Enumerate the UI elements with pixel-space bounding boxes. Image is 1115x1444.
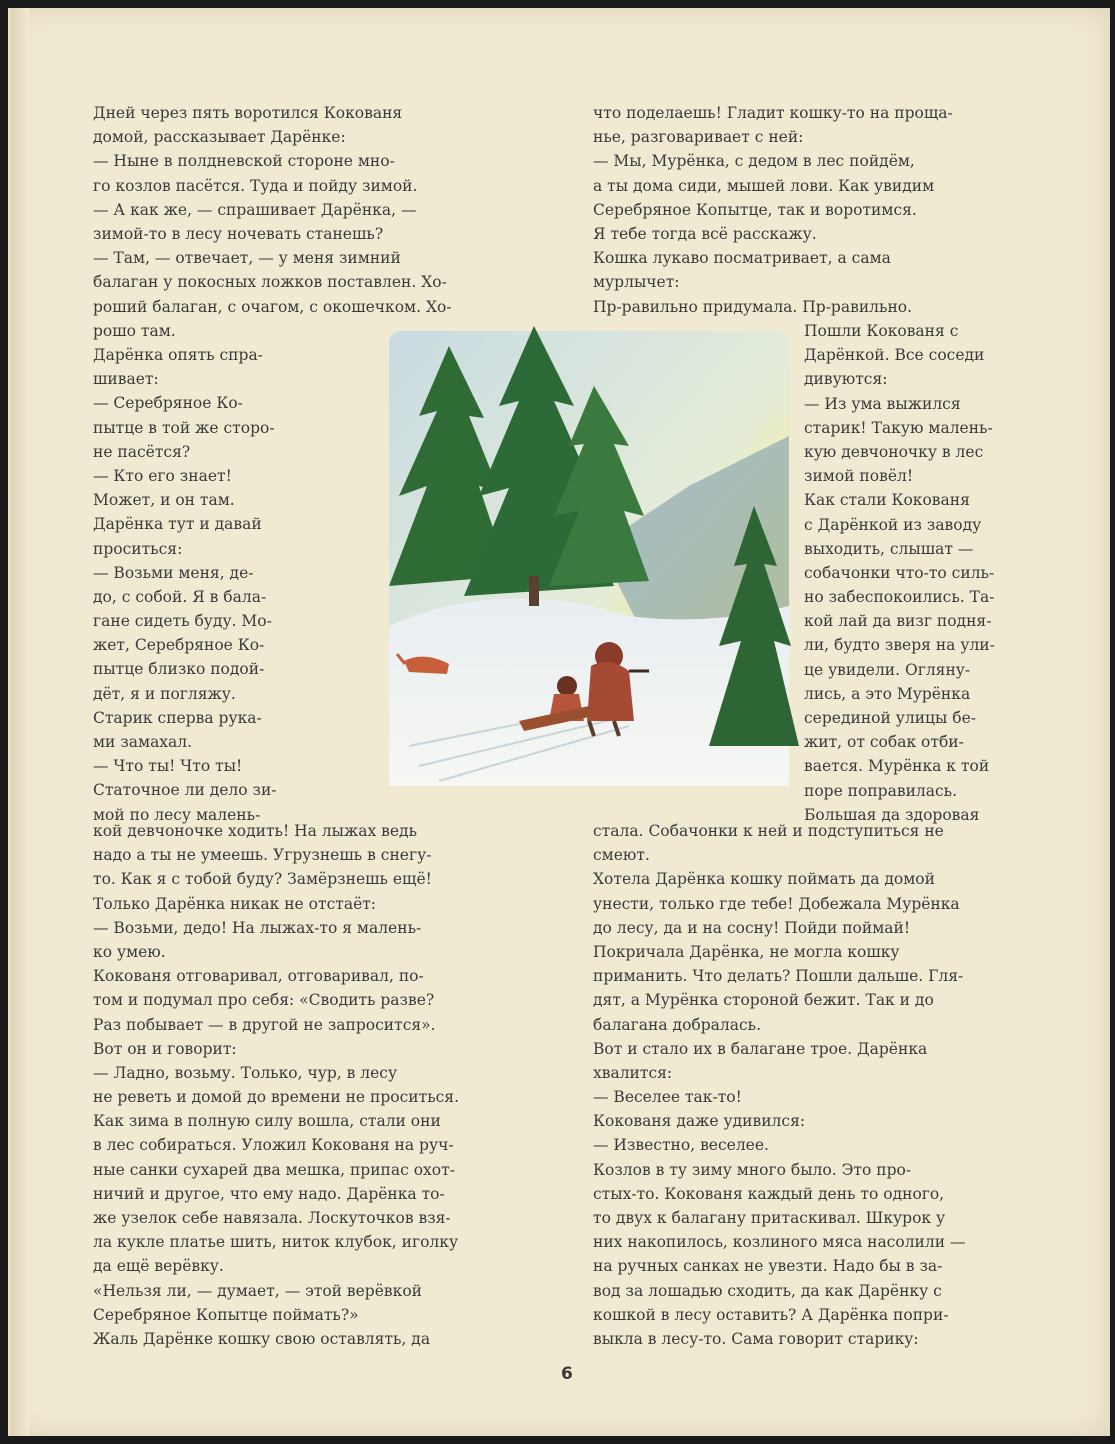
text-line: Статочное ли дело зи- bbox=[93, 781, 277, 800]
text-line: да ещё верёвку. bbox=[93, 1257, 224, 1276]
text-line: ли, будто зверя на ули- bbox=[804, 636, 995, 655]
text-line: старик! Такую малень- bbox=[804, 418, 993, 437]
text-line: балаган у покосных ложков поставлен. Хо- bbox=[93, 273, 447, 292]
text-line: Покричала Дарёнка, не могла кошку bbox=[593, 942, 900, 961]
right-column-top bbox=[593, 101, 1041, 319]
text-line: пытце в той же сторо- bbox=[93, 418, 275, 437]
text-line: гане сидеть буду. Мо- bbox=[93, 612, 272, 631]
text-line: го козлов пасётся. Туда и пойду зимой. bbox=[93, 176, 418, 195]
text-line: Раз побывает — в другой не запросится». bbox=[93, 1015, 436, 1034]
text-line: кошкой в лесу оставить? А Дарёнка попри- bbox=[593, 1305, 949, 1324]
text-line: то. Как я с тобой буду? Замёрзнешь ещё! bbox=[93, 870, 432, 889]
text-line: Дней через пять воротился Кокованя bbox=[93, 104, 403, 122]
text-line: мой по лесу малень- bbox=[93, 805, 261, 824]
text-line: же узелок себе навязала. Лоскуточков взя- bbox=[93, 1209, 451, 1227]
text-line: ко умею. bbox=[93, 942, 166, 961]
text-line: стых-то. Кокованя каждый день то одного, bbox=[593, 1184, 945, 1203]
right-column-narrow bbox=[804, 319, 1041, 827]
text-line: до, с собой. Я в бала- bbox=[93, 587, 267, 606]
text-line: Серебряное Копытце, так и воротимся. bbox=[593, 200, 917, 219]
text-line: — Ладно, возьму. Только, чур, в лесу bbox=[93, 1063, 398, 1082]
text-line: том и подумал про себя: «Сводить разве? bbox=[93, 991, 435, 1010]
text-line: дёт, я и погляжу. bbox=[93, 684, 236, 703]
text-line: роший балаган, с очагом, с окошечком. Хо- bbox=[93, 297, 452, 316]
text-line: хвалится: bbox=[593, 1063, 673, 1082]
text-line: «Нельзя ли, — думает, — этой верёвкой bbox=[93, 1281, 422, 1300]
text-line: ла кукле платье шить, ниток клубок, иголку bbox=[93, 1233, 459, 1252]
text-line: Может, и он там. bbox=[93, 491, 235, 510]
text-line: них накопилось, козлиного мяса насолили — bbox=[593, 1233, 966, 1252]
text-line: проситься: bbox=[93, 539, 183, 558]
text-line: домой, рассказывает Дарёнке: bbox=[93, 128, 346, 147]
text-line: це увидели. Огляну- bbox=[804, 660, 971, 679]
text-line: Кошка лукаво посматривает, а сама bbox=[593, 249, 891, 268]
text-line: Я тебе тогда всё расскажу. bbox=[593, 224, 817, 243]
text-line: Вот он и говорит: bbox=[93, 1039, 237, 1058]
text-line: Как стали Кокованя bbox=[804, 491, 970, 510]
text-line: то двух к балагану притаскивал. Шкурок у bbox=[593, 1209, 946, 1227]
right-column-bottom bbox=[593, 819, 1041, 1351]
text-line: кой лай да визг подня- bbox=[804, 612, 992, 631]
text-line: Пр-равильно придумала. Пр-равильно. bbox=[593, 297, 913, 316]
page-number: 6 bbox=[561, 1364, 573, 1384]
text-line: Старик сперва рука- bbox=[93, 708, 262, 727]
text-line: — Ныне в полдневской стороне мно- bbox=[93, 152, 395, 171]
text-line: Хотела Дарёнка кошку поймать да домой bbox=[593, 870, 935, 889]
text-line: выкла в лесу-то. Сама говорит старику: bbox=[593, 1329, 919, 1348]
text-line: — Что ты! Что ты! bbox=[93, 757, 243, 776]
text-line: не реветь и домой до времени не проситься. bbox=[93, 1088, 460, 1107]
text-line: зимой повёл! bbox=[804, 467, 914, 486]
text-line: Только Дарёнка никак не отстаёт: bbox=[93, 894, 377, 913]
text-line: Большая да здоровая bbox=[804, 805, 980, 824]
text-line: ничий и другое, что ему надо. Дарёнка то- bbox=[93, 1184, 445, 1203]
text-line: — Кто его знает! bbox=[93, 466, 232, 485]
text-line: не пасётся? bbox=[93, 442, 191, 461]
text-line: — Серебряное Ко- bbox=[93, 394, 243, 413]
text-line: дят, а Мурёнка стороной бежит. Так и до bbox=[593, 991, 934, 1010]
text-line: серединой улицы бе- bbox=[804, 709, 977, 727]
winter-forest-illustration bbox=[379, 326, 802, 796]
text-line: Жаль Дарёнке кошку свою оставлять, да bbox=[93, 1329, 431, 1348]
text-line: Вот и стало их в балагане трое. Дарёнка bbox=[593, 1039, 928, 1058]
text-line: Козлов в ту зиму много было. Это про- bbox=[593, 1160, 912, 1179]
text-line: — Мы, Мурёнка, с дедом в лес пойдём, bbox=[593, 152, 915, 171]
text-line: жет, Серебряное Ко- bbox=[93, 636, 265, 655]
text-line: лись, а это Мурёнка bbox=[804, 684, 971, 703]
tree-trunk bbox=[529, 576, 539, 606]
text-line: Дарёнка опять спра- bbox=[93, 346, 263, 364]
text-line: вод за лошадью сходить, да как Дарёнку с bbox=[593, 1281, 942, 1300]
text-line: жит, от собак отби- bbox=[804, 733, 964, 752]
text-line: Серебряное Копытце поймать?» bbox=[93, 1305, 359, 1324]
text-line: а ты дома сиди, мышей лови. Как увидим bbox=[593, 176, 935, 195]
text-line: с Дарёнкой из заводу bbox=[804, 515, 982, 534]
text-line: в лес собираться. Уложил Кокованя на руч- bbox=[93, 1136, 454, 1155]
book-page bbox=[8, 8, 1110, 1436]
text-line: но забеспокоились. Та- bbox=[804, 588, 995, 607]
text-line: — Там, — отвечает, — у меня зимний bbox=[93, 249, 401, 268]
text-line: вается. Мурёнка к той bbox=[804, 757, 990, 776]
text-line: — Веселее так-то! bbox=[593, 1088, 742, 1107]
text-line: — Возьми меня, де- bbox=[93, 563, 254, 582]
text-line: — А как же, — спрашивает Дарёнка, — bbox=[93, 200, 417, 219]
text-line: — Возьми, дедо! На лыжах-то я малень- bbox=[93, 918, 422, 937]
text-line: рошо там. bbox=[93, 321, 176, 340]
text-line: балагана добралась. bbox=[593, 1015, 762, 1034]
text-line: до лесу, да и на сосну! Пойди поймай! bbox=[593, 918, 911, 937]
text-line: Кокованя даже удивился: bbox=[593, 1112, 806, 1131]
text-line: надо а ты не умеешь. Угрузнешь в снегу- bbox=[93, 846, 432, 865]
text-line: мурлычет: bbox=[593, 273, 680, 292]
text-line: унести, только где тебе! Добежала Мурёнка bbox=[593, 894, 960, 913]
text-line: кой девчоночке ходить! На лыжах ведь bbox=[93, 822, 418, 840]
text-line: Дарёнкой. Все соседи bbox=[804, 346, 985, 365]
text-line: собачонки что-то силь- bbox=[804, 563, 995, 582]
text-line: зимой-то в лесу ночевать станешь? bbox=[93, 224, 384, 243]
left-column-bottom bbox=[93, 819, 535, 1351]
text-line: что поделаешь! Гладит кошку-то на проща- bbox=[593, 104, 953, 122]
text-line: нье, разговаривает с ней: bbox=[593, 128, 804, 147]
text-line: Как зима в полную силу вошла, стали они bbox=[93, 1112, 441, 1131]
text-line: выходить, слышат — bbox=[804, 539, 974, 558]
text-line: пытце близко подой- bbox=[93, 660, 265, 679]
page-gutter bbox=[11, 8, 29, 1436]
text-line: дивуются: bbox=[804, 370, 888, 389]
text-line: поре поправилась. bbox=[804, 781, 958, 800]
text-line: — Известно, веселее. bbox=[593, 1136, 769, 1155]
text-line: стала. Собачонки к ней и подступиться не bbox=[593, 822, 944, 840]
text-line: ми замахал. bbox=[93, 733, 193, 751]
text-line: кую девчоночку в лес bbox=[804, 442, 984, 461]
left-column-narrow bbox=[93, 343, 336, 827]
text-line: ные санки сухарей два мешка, припас охот- bbox=[93, 1160, 455, 1179]
text-line: Пошли Кокованя с bbox=[804, 322, 959, 340]
text-line: смеют. bbox=[593, 846, 650, 865]
left-column-top bbox=[93, 101, 535, 343]
text-line: — Из ума выжился bbox=[804, 394, 961, 413]
text-line: на ручных санках не увезти. Надо бы в за- bbox=[593, 1257, 943, 1276]
text-line: Дарёнка тут и давай bbox=[93, 515, 262, 534]
text-line: Кокованя отговаривал, отговаривал, по- bbox=[93, 967, 424, 986]
text-line: шивает: bbox=[93, 370, 159, 389]
text-line: приманить. Что делать? Пошли дальше. Гля- bbox=[593, 967, 964, 986]
